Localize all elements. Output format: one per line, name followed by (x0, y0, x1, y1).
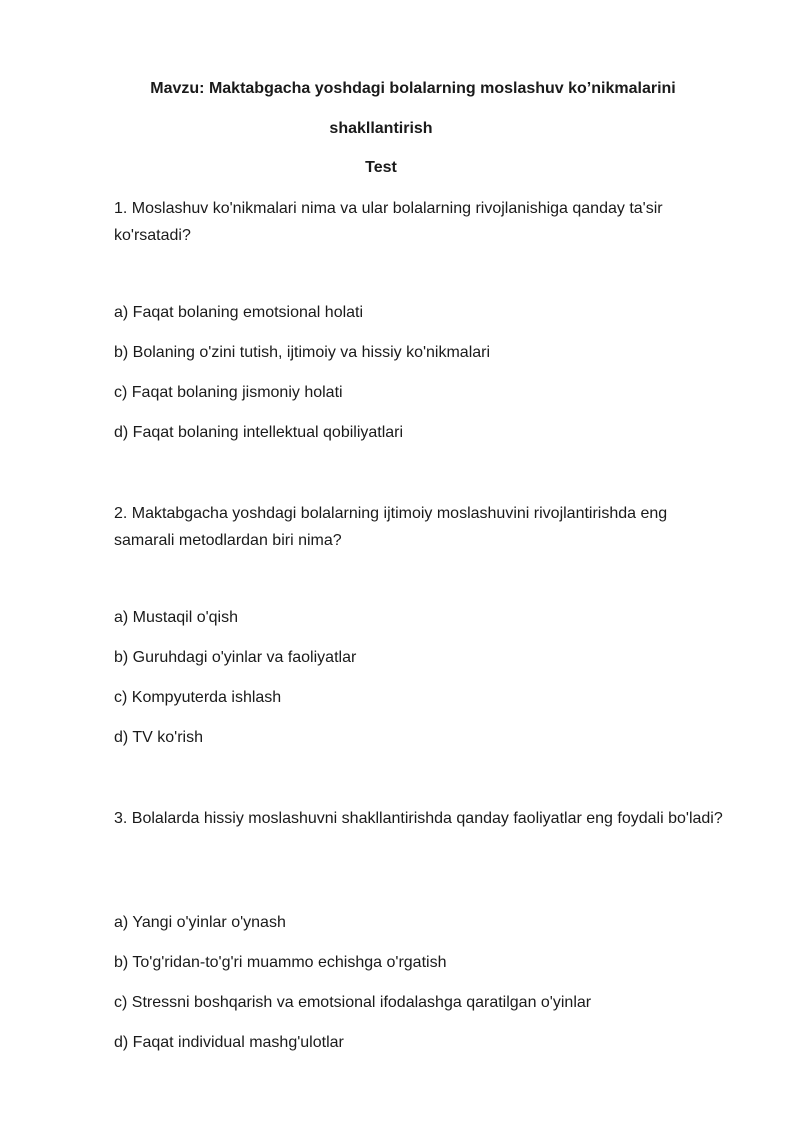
question-3-option-d: d) Faqat individual mashg'ulotlar (114, 1034, 344, 1051)
question-1-option-a: a) Faqat bolaning emotsional holati (114, 304, 364, 321)
question-3-text: 3. Bolalarda hissiy moslashuvni shakllantirishda qanday faoliyatlar eng foydali bo'ladi? (114, 810, 723, 827)
document-title-line-1: Mavzu: Maktabgacha yoshdagi bolalarning moslashuv ko’nikmalarini (150, 80, 676, 97)
question-3-option-b: b) To'g'ridan-to'g'ri muammo echishga o'rgatish (114, 954, 447, 971)
question-1-text: 1. Moslashuv ko'nikmalari nima va ular bolalarning rivojlanishiga qanday ta'sir ko'rsatadi? (114, 200, 663, 244)
question-2-option-d: d) TV ko'rish (114, 729, 204, 746)
question-1-option-d: d) Faqat bolaning intellektual qobiliyatlari (114, 424, 404, 441)
question-3-option-a: a) Yangi o'yinlar o'ynash (114, 914, 286, 931)
document-subtitle-test: Test (365, 159, 397, 176)
question-3-option-c: c) Stressni boshqarish va emotsional ifodalashga qaratilgan o'yinlar (114, 994, 592, 1011)
question-2-text: 2. Maktabgacha yoshdagi bolalarning ijtimoiy moslashuvini rivojlantirishda eng samarali metodlardan biri nima? (114, 505, 668, 549)
document-title-line-2: shakllantirish (329, 120, 433, 137)
question-2-option-c: c) Kompyuterda ishlash (114, 689, 282, 706)
question-1-option-c: c) Faqat bolaning jismoniy holati (114, 384, 343, 401)
question-2-option-a: a) Mustaqil o'qish (114, 609, 238, 626)
question-1-option-b: b) Bolaning o'zini tutish, ijtimoiy va hissiy ko'nikmalari (114, 344, 491, 361)
question-2-option-b: b) Guruhdagi o'yinlar va faoliyatlar (114, 649, 357, 666)
